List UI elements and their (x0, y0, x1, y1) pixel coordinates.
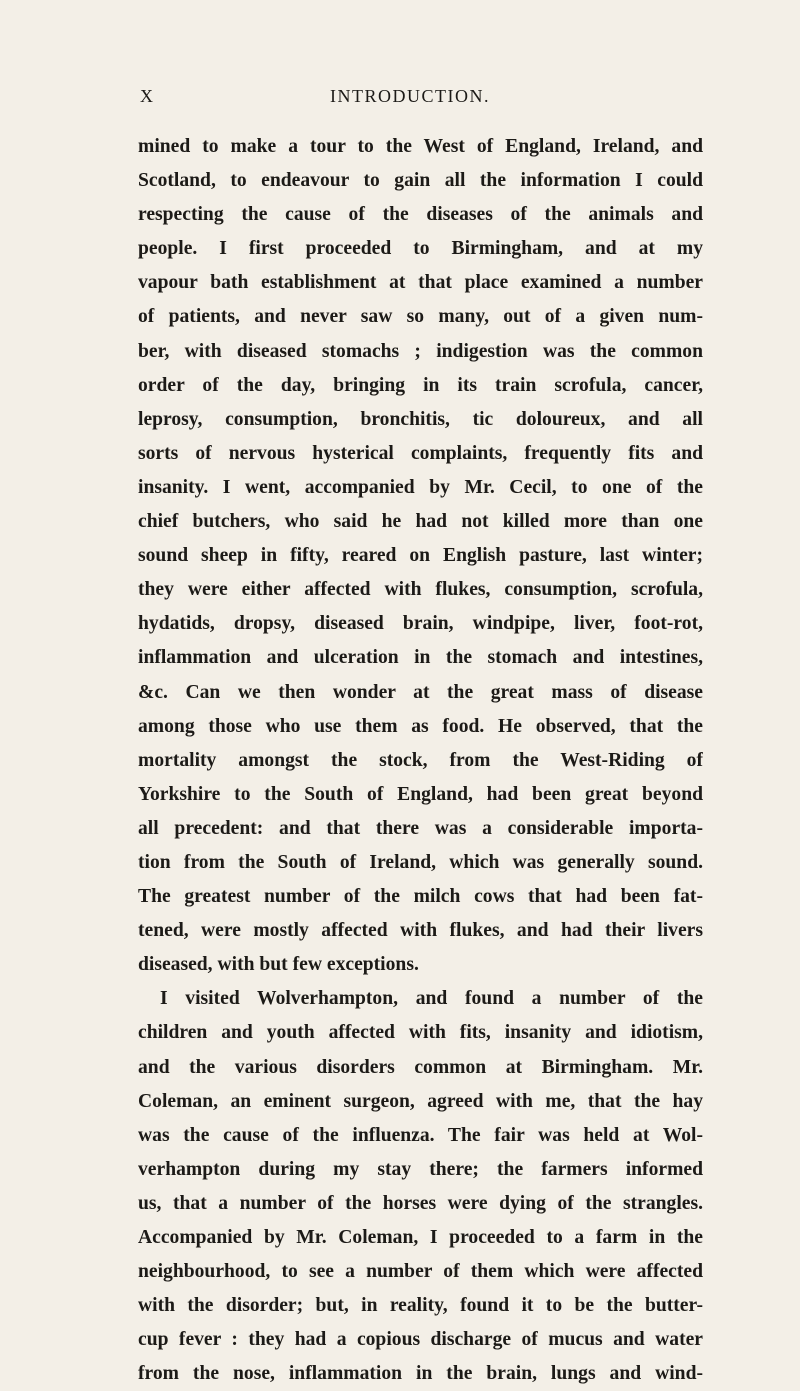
section-title: INTRODUCTION. (330, 86, 490, 106)
text-line: order of the day, bringing in its train scrofula, cancer, (138, 374, 703, 396)
running-head (140, 86, 700, 110)
text-line: of patients, and never saw so many, out of a given num- (138, 306, 703, 328)
text-line: vapour bath establishment at that place examined a number (138, 272, 703, 294)
text-line: tened, were mostly affected with flukes, and had their livers (138, 920, 703, 942)
text-line: mortality amongst the stock, from the West-Riding of (138, 749, 703, 771)
text-line: they were either affected with flukes, consumption, scrofula, (138, 579, 703, 601)
text-line: ber, with diseased stomachs ; indigestion was the common (138, 340, 703, 362)
text-line: with the disorder; but, in reality, found it to be the butter- (138, 1295, 703, 1317)
text-line: children and youth affected with fits, insanity and idiotism, (138, 1022, 703, 1044)
text-line: us, that a number of the horses were dying of the strangles. (138, 1192, 703, 1214)
text-line: tion from the South of Ireland, which was generally sound. (138, 851, 703, 873)
text-line-paragraph-end: diseased, with but few exceptions. (138, 954, 419, 976)
text-line: respecting the cause of the diseases of the animals and (138, 204, 703, 226)
body-text (138, 130, 703, 1391)
text-line: and the various disorders common at Birmingham. Mr. (138, 1056, 703, 1078)
text-line: mined to make a tour to the West of England, Ireland, and (138, 136, 703, 157)
text-line: Scotland, to endeavour to gain all the information I could (138, 170, 703, 192)
page-number: X (140, 86, 155, 106)
text-line: neighbourhood, to see a number of them which were affected (138, 1261, 703, 1283)
text-line: The greatest number of the milch cows that had been fat- (138, 886, 703, 908)
text-line: from the nose, inflammation in the brain, lungs and wind- (138, 1363, 703, 1385)
text-line: sound sheep in fifty, reared on English pasture, last winter; (138, 545, 703, 567)
text-line: &c. Can we then wonder at the great mass of disease (138, 681, 703, 703)
text-line: people. I first proceeded to Birmingham, and at my (138, 238, 703, 260)
text-line: verhampton during my stay there; the farmers informed (138, 1158, 703, 1180)
text-line: was the cause of the influenza. The fair was held at Wol- (138, 1124, 703, 1146)
text-line: sorts of nervous hysterical complaints, frequently fits and (138, 442, 703, 464)
text-line: insanity. I went, accompanied by Mr. Cecil, to one of the (138, 476, 703, 498)
text-line: hydatids, dropsy, diseased brain, windpipe, liver, foot-rot, (138, 613, 703, 635)
text-line: inflammation and ulceration in the stomach and intestines, (138, 647, 703, 669)
text-line: leprosy, consumption, bronchitis, tic doloureux, and all (138, 408, 703, 430)
text-line: among those who use them as food. He observed, that the (138, 715, 703, 737)
text-line-paragraph-start: I visited Wolverhampton, and found a number of the (160, 988, 703, 1010)
text-line: chief butchers, who said he had not killed more than one (138, 511, 703, 533)
text-line: cup fever : they had a copious discharge of mucus and water (138, 1329, 703, 1351)
text-line: Yorkshire to the South of England, had been great beyond (138, 783, 703, 805)
text-line: all precedent: and that there was a considerable importa- (138, 817, 703, 839)
text-line: Accompanied by Mr. Coleman, I proceeded to a farm in the (138, 1227, 703, 1248)
text-line: Coleman, an eminent surgeon, agreed with me, that the hay (138, 1090, 703, 1112)
